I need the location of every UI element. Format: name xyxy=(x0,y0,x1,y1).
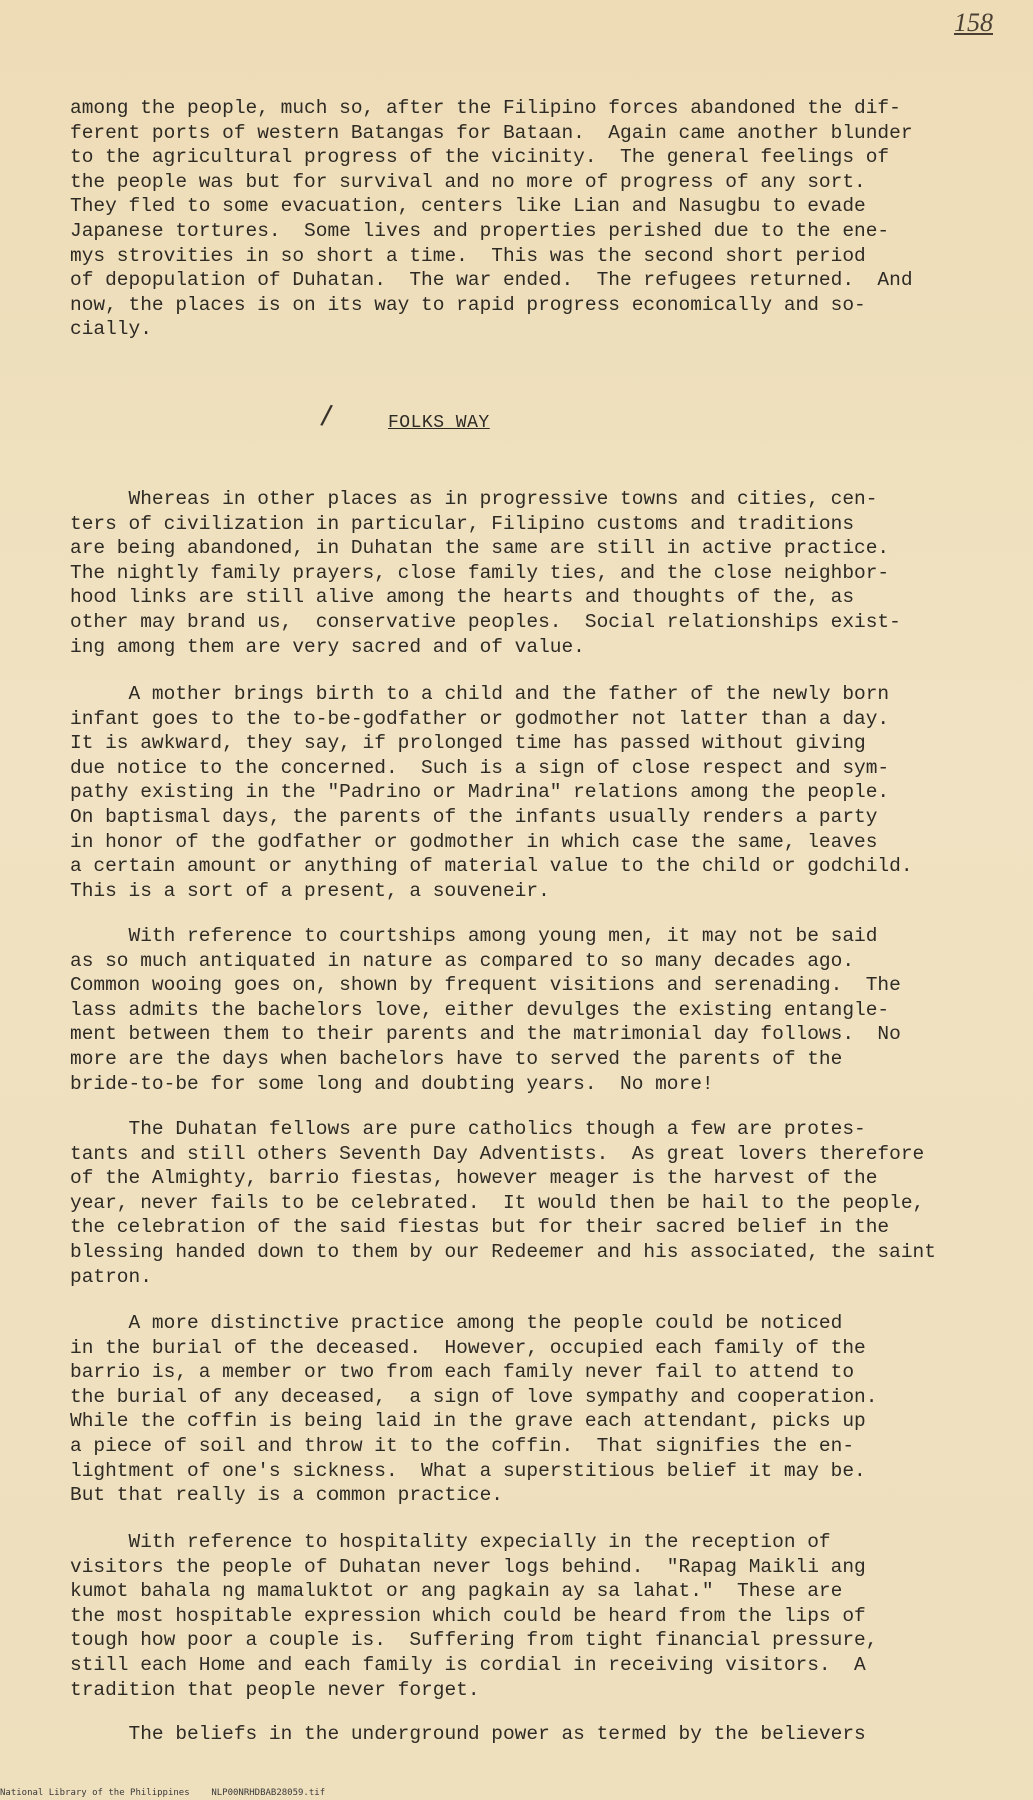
paragraph-godparents: A mother brings birth to a child and the father of the newly born infant goes to the to-be-godfather or godmother not latter than a day. It is awkward, they say, if prolonged time has passed without giving due notice to the concerned. Such is a sign of close respect and sym- pathy existing in the "Padrino or Madrina" relations among the people. On baptismal days, the parents of the infants usually renders a party in honor of the godfather or godmother in which case the same, leaves a certain amount or anything of material value to the child or godchild. This is a sort of a present, a souveneir. xyxy=(70,683,913,902)
archive-footer: National Library of the Philippines NLP00NRHDBAB28059.tif xyxy=(0,1788,326,1798)
intro-paragraph: among the people, much so, after the Filipino forces abandoned the dif- ferent ports of western Batangas for Bataan. Again came another blunder to the agricultural progress of the vicinity. The general feelings of the people was but for survival and no more of progress of any sort. They fled to some evacuation, centers like Lian and Nasugbu to evade Japanese tortures. Some lives and properties perished due to the ene- mys strovities in so short a time. This was the second short period of depopulation of Duhatan. The war ended. The refugees returned. And now, the places is on its way to rapid progress economically and so- cially. xyxy=(70,97,913,341)
check-mark: / xyxy=(318,399,334,434)
paragraph-burial: A more distinctive practice among the people could be noticed in the burial of the deceased. However, occupied each family of the barrio is, a member or two from each family never fail to attend to the burial of any deceased, a sign of love sympathy and cooperation. While the coffin is being laid in the grave each attendant, picks up a piece of soil and throw it to the coffin. That signifies the en- lightment of one's sickness. What a superstitious belief it may be. But that really is a common practice. xyxy=(70,1312,878,1507)
page-number: 158 xyxy=(954,8,993,37)
paragraph-customs: Whereas in other places as in progressive towns and cities, cen- ters of civilization in particular, Filipino customs and traditions are being abandoned, in Duhatan the same are still in active practice. The nightly family prayers, close family ties, and the close neighbor- hood links are still alive among the hearts and thoughts of the, as other may brand us, conservative peoples. Social relationships exist- ing among them are very sacred and of value. xyxy=(70,488,901,658)
section-heading: FOLKS WAY xyxy=(388,413,490,433)
paragraph-religion: The Duhatan fellows are pure catholics though a few are protes- tants and still others Seventh Day Adventists. As great lovers therefore of the Almighty, barrio fiestas, however meager is the harvest of the year, never fails to be celebrated. It would then be hail to the people, the celebration of the said fiestas but for their sacred belief in the blessing handed down to them by our Redeemer and his associated, the saint patron. xyxy=(70,1118,936,1288)
paragraph-hospitality: With reference to hospitality expecially in the reception of visitors the people of Duhatan never logs behind. "Rapag Maikli ang kumot bahala ng mamaluktot or ang pagkain ay sa lahat." These are the most hospitable expression which could be heard from the lips of tough how poor a couple is. Suffering from tight financial pressure, still each Home and each family is cordial in receiving visitors. A tradition that people never forget. xyxy=(70,1531,878,1701)
paragraph-beliefs: The beliefs in the underground power as termed by the believers xyxy=(70,1723,866,1745)
paragraph-courtship: With reference to courtships among young men, it may not be said as so much antiquated in nature as compared to so many decades ago. Common wooing goes on, shown by frequent visitions and serenading. The lass admits the bachelors love, either devulges the existing entangle- ment between them to their parents and the matrimonial day follows. No more are the days when bachelors have to served the parents of the bride-to-be for some long and doubting years. No more! xyxy=(70,925,901,1095)
